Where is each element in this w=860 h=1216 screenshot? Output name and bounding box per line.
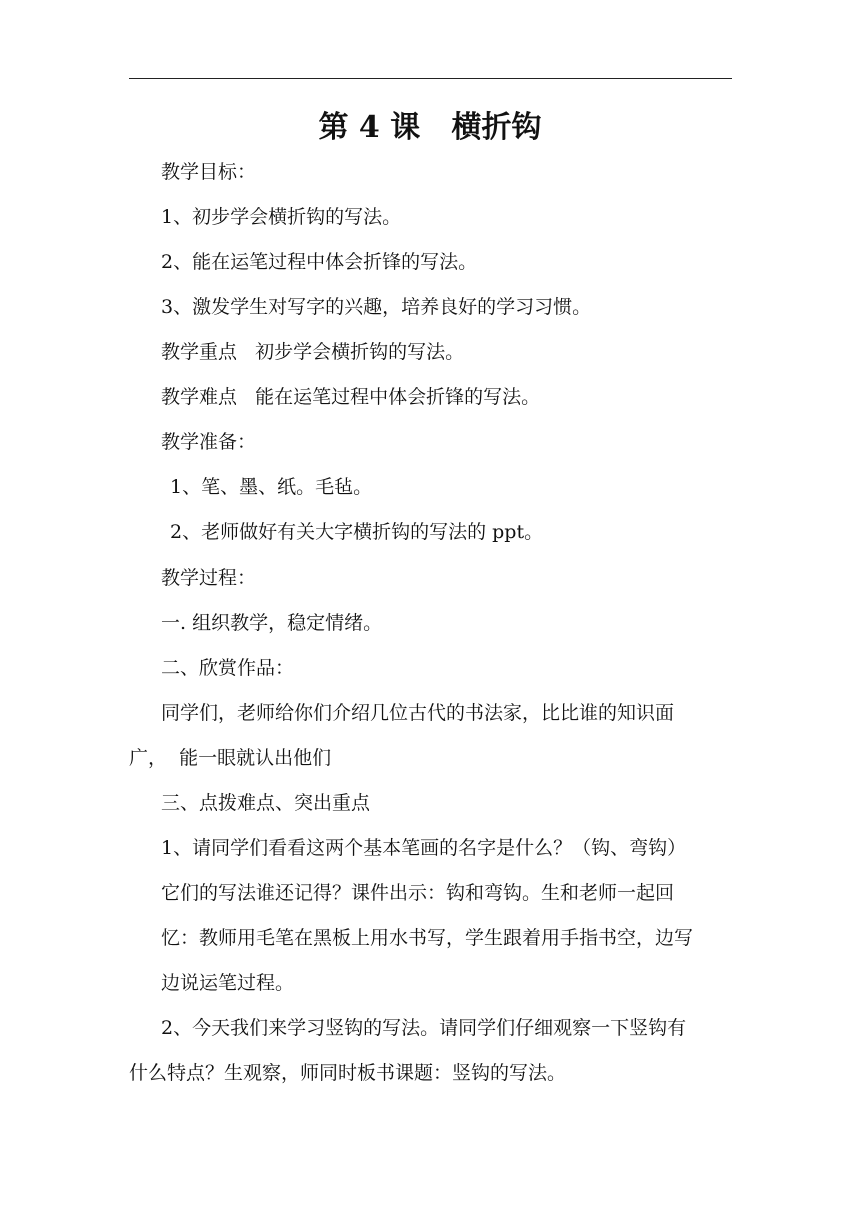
paragraph-line: 2、今天我们来学习竖钩的写法。请同学们仔细观察一下竖钩有 xyxy=(161,1017,687,1039)
process-step: 三、点拨难点、突出重点 xyxy=(161,792,371,814)
process-heading: 教学过程： xyxy=(161,567,257,589)
prep-item: 2、老师做好有关大字横折钩的写法的 ppt。 xyxy=(170,521,544,543)
process-step: 一. 组织教学，稳定情绪。 xyxy=(161,612,383,634)
difficulty-point: 教学难点 能在运笔过程中体会折锋的写法。 xyxy=(161,386,541,408)
paragraph-line: 边说运笔过程。 xyxy=(161,972,295,994)
goal-item: 1、初步学会横折钩的写法。 xyxy=(161,206,402,228)
paragraph-line: 什么特点？生观察，师同时板书课题：竖钩的写法。 xyxy=(129,1062,567,1084)
key-point: 教学重点 初步学会横折钩的写法。 xyxy=(161,341,465,363)
paragraph-line: 忆：教师用毛笔在黑板上用水书写，学生跟着用手指书空，边写 xyxy=(161,927,694,949)
prep-item: 1、笔、墨、纸。毛毡。 xyxy=(170,476,373,498)
prep-heading: 教学准备： xyxy=(161,431,257,453)
goals-heading: 教学目标： xyxy=(161,161,257,183)
goal-item: 2、能在运笔过程中体会折锋的写法。 xyxy=(161,251,478,273)
paragraph-line: 广， 能一眼就认出他们 xyxy=(129,747,332,769)
page-title: 第 4 课 横折钩 xyxy=(318,110,542,145)
paragraph-line: 它们的写法谁还记得？课件出示：钩和弯钩。生和老师一起回 xyxy=(161,882,675,904)
paragraph-line: 1、请同学们看看这两个基本笔画的名字是什么？（钩、弯钩） xyxy=(161,837,687,859)
paragraph-line: 同学们，老师给你们介绍几位古代的书法家，比比谁的知识面 xyxy=(161,702,675,724)
header-rule xyxy=(129,78,732,79)
process-step: 二、欣赏作品： xyxy=(161,657,295,679)
goal-item: 3、激发学生对写字的兴趣，培养良好的学习习惯。 xyxy=(161,296,592,318)
